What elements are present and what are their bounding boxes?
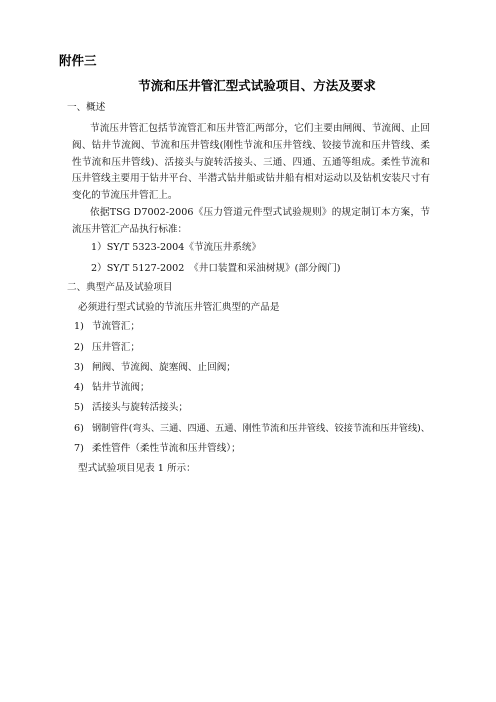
- standard-intro-paragraph: 依据TSG D7002-2006《压力管道元件型式试验规则》的规定制订本方案，节流压井管汇产品执行标准：: [72, 207, 430, 235]
- table-reference: 型式试验项目见表 1 所示：: [78, 463, 196, 474]
- list-item: 压井管汇；: [92, 342, 140, 353]
- list-item-number: 5): [74, 402, 84, 413]
- list-item-number: 4): [74, 382, 84, 393]
- typical-products-intro: 必须进行型式试验的节流压井管汇典型的产品是: [78, 302, 280, 313]
- list-item: 钻井节流阀；: [92, 382, 150, 393]
- attachment-label: 附件三: [59, 53, 97, 68]
- section-1-heading: 一、概述: [67, 102, 106, 113]
- list-item-number: 1): [74, 321, 84, 332]
- list-item: 闸阀、节流阀、旋塞阀、止回阀；: [92, 362, 236, 373]
- list-item: 节流管汇；: [92, 321, 140, 332]
- standard-item-1: 1）SY/T 5323-2004《节流压井系统》: [91, 242, 262, 253]
- list-item: 活接头与旋转活接头；: [92, 402, 188, 413]
- list-item: 钢制管件(弯头、三通、四通、五通、刚性节流和压井管线、铰接节流和压井管线)、: [92, 423, 430, 434]
- overview-paragraph: 节流压井管汇包括节流管汇和压井管汇两部分，它们主要由闸阀、节流阀、止回阀、钻井节流阀、节流和压井管线(刚性节流和压井管线、铰接节流和压井管线、柔性节流和压井管线)、活接头与旋转活接头、三通、四通、五通等组成。柔性节流和压井管线主要用于钻井平台、半潜式钻井船或钻井船有相对运动以及钻机安装尺寸有变化的节流压井管汇上。: [72, 123, 430, 202]
- list-item-number: 3): [74, 362, 84, 373]
- document-title: 节流和压井管汇型式试验项目、方法及要求: [138, 78, 376, 93]
- list-item-number: 7): [74, 443, 84, 454]
- list-item-number: 2): [74, 342, 84, 353]
- list-item-number: 6): [74, 423, 84, 434]
- standard-item-2: 2）SY/T 5127-2002 《井口装置和采油树规》(部分阀门): [91, 263, 341, 274]
- list-item: 柔性管件（柔性节流和压井管线）；: [92, 443, 241, 454]
- section-2-heading: 二、典型产品及试验项目: [67, 282, 173, 293]
